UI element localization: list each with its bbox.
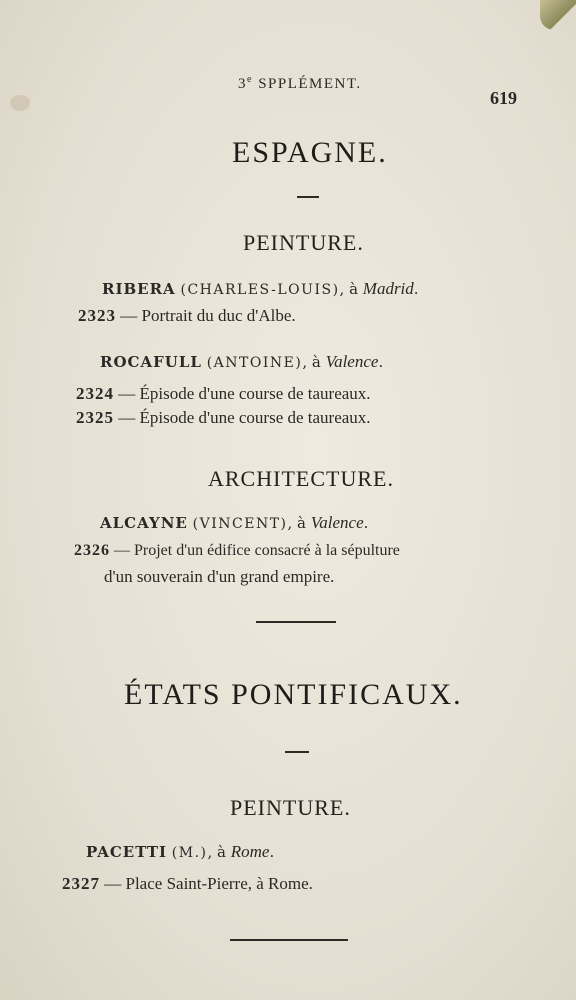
catalogue-entry: 2327 — Place Saint-Pierre, à Rome. [62,874,313,893]
country-title-spain: ESPAGNE. [232,136,388,169]
section-heading-painting: PEINTURE. [230,795,351,820]
artist-line: PACETTI (M.), à Rome. [86,842,275,861]
page-number: 619 [490,88,517,108]
running-head: 3e SPPLÉMENT. [238,74,362,92]
artist-line: RIBERA (CHARLES-LOUIS), à Madrid. [102,279,419,298]
section-heading-painting: PEINTURE. [243,230,364,255]
title-dash [297,196,319,198]
title-dash [285,751,309,753]
artist-line: ROCAFULL (ANTOINE), à Valence. [100,352,384,371]
section-rule [230,939,348,941]
section-rule [256,621,336,623]
country-title-papal-states: ÉTATS PONTIFICAUX. [124,678,463,711]
catalogue-entry: 2324 — Épisode d'une course de taureaux. [76,384,371,403]
catalogue-entry: 2325 — Épisode d'une course de taureaux. [76,408,371,427]
catalogue-entry: 2323 — Portrait du duc d'Albe. [78,306,296,325]
show-through-text [180,140,192,174]
catalogue-entry: 2326 — Projet d'un édifice consacré à la sépulture [74,542,400,559]
artist-line: ALCAYNE (VINCENT), à Valence. [100,513,369,532]
foxing-spot [10,95,30,111]
paper-clip-corner [540,0,576,30]
section-heading-architecture: ARCHITECTURE. [208,466,394,491]
catalogue-entry-continuation: d'un souverain d'un grand empire. [104,567,335,586]
